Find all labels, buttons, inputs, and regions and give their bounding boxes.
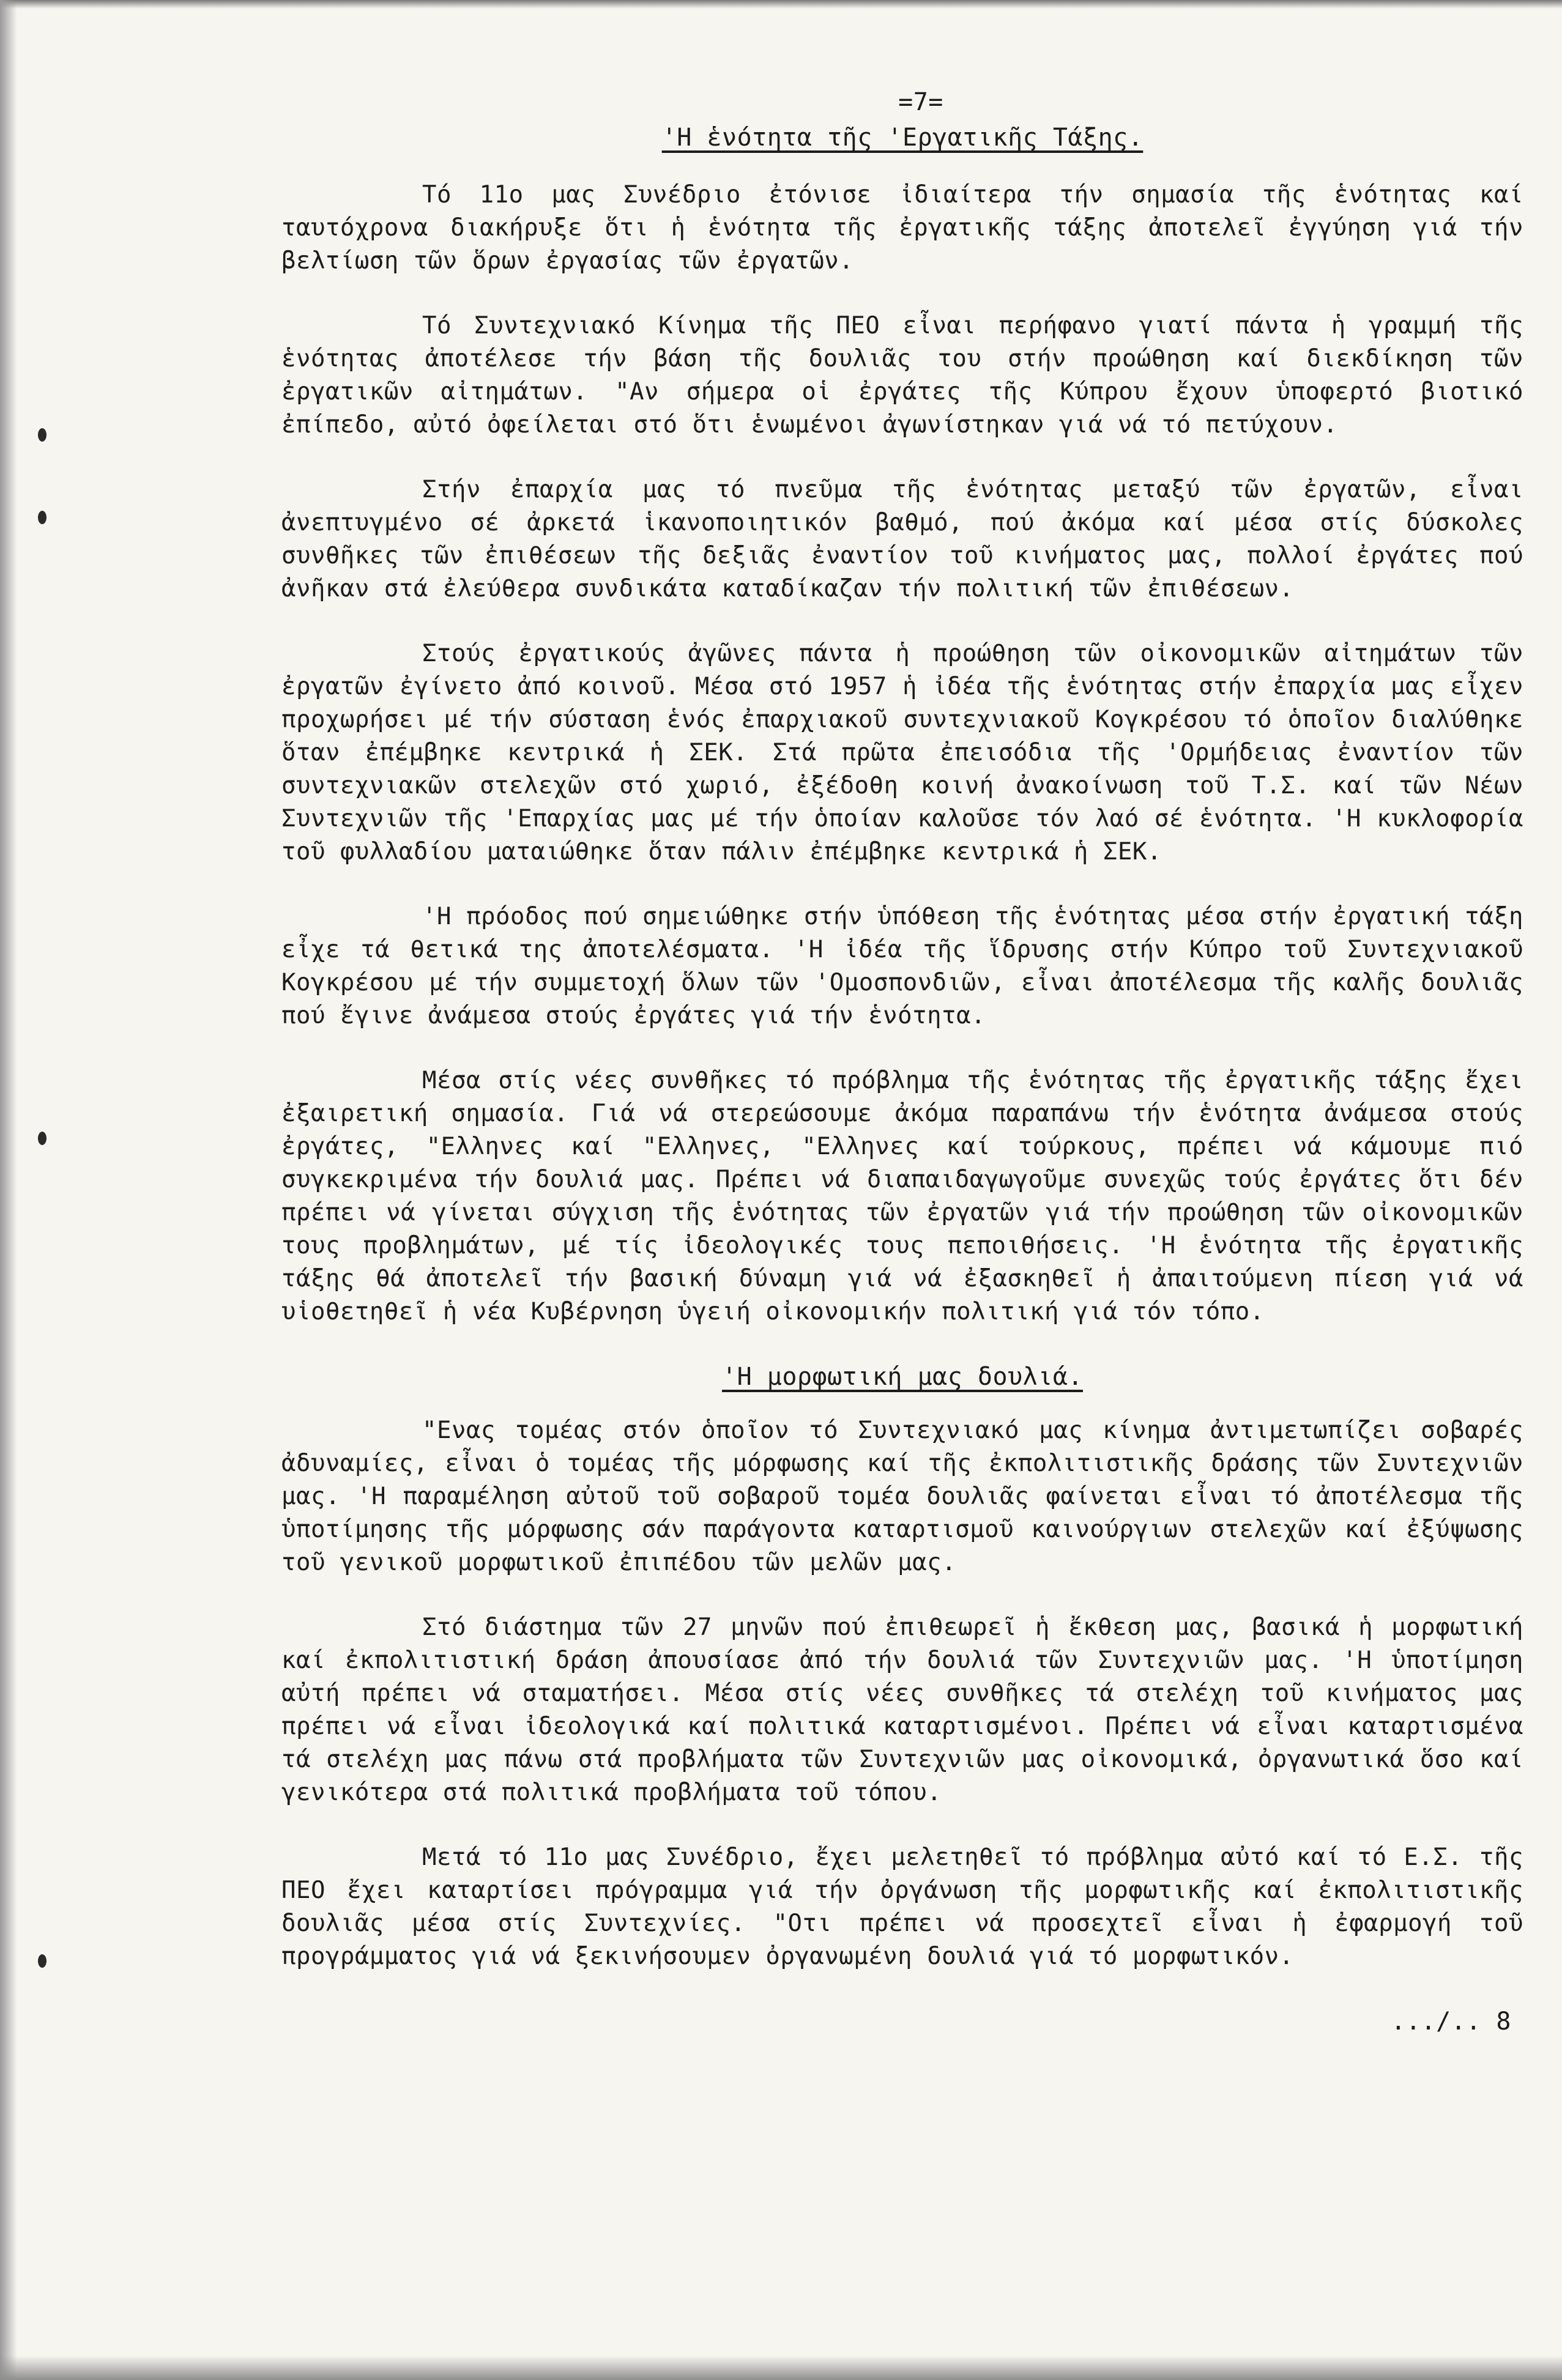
paragraph: Τό Συντεχνιακό Κίνημα τῆς ΠΕΟ εἶναι περήφανο γιατί πάντα ἡ γραμμή τῆς ἑνότητας ἀποτέλεσε τήν βάση τῆς δουλιᾶς του στήν προώθηση καί διεκδίκηση τῶν ἐργατικῶν αἰτημάτων. "Αν σήμερα οἱ ἐργάτες τῆς Κύπρου ἔχουν ὑποφερτό βιοτικό ἐπίπεδο, αὐτό ὀφείλεται στό ὅτι ἑνωμένοι ἀγωνίστηκαν γιά νά τό πετύχουν. bbox=[281, 312, 1523, 439]
scan-edge-bottom bbox=[0, 2356, 1562, 2380]
punch-hole-mark bbox=[38, 428, 46, 442]
paragraph: Μέσα στίς νέες συνθῆκες τό πρόβλημα τῆς ἑνότητας τῆς ἐργατικῆς τάξης ἔχει ἐξαιρετική σημασία. Γιά νά στερεώσουμε ἀκόμα παραπάνω τήν ἑνότητα ἀνάμεσα στούς ἐργάτες, "Ελληνες καί "Ελληνες, "Ελληνες καί τούρκους, πρέπει νά κάμουμε πιό συγκεκριμένα τήν δουλιά μας. Πρέπει νά διαπαιδαγωγοῦμε συνεχῶς τούς ἐργάτες ὅτι δέν πρέπει νά γίνεται σύγχιση τῆς ἑνότητας τῶν ἐργατῶν γιά τήν προώθηση τῶν οἰκονομικῶν τους προβλημάτων, μέ τίς ἰδεολογικές τους πεποιθήσεις. 'Η ἑνότητα τῆς ἐργατικῆς τάξης θά ἀποτελεῖ τήν βασική δύναμη γιά νά ἐξασκηθεῖ ἡ ἀπαιτούμενη πίεση γιά νά υἱοθετηθεῖ ἡ νέα Κυβέρνηση ὑγειή οἰκονομικήν πολιτική γιά τόν τόπο. bbox=[281, 1067, 1523, 1325]
paragraph: 'Η πρόοδος πού σημειώθηκε στήν ὑπόθεση τῆς ἑνότητας μέσα στήν ἐργατική τάξη εἶχε τά θετικά της ἀποτελέσματα. 'Η ἰδέα τῆς ἵδρυσης στήν Κύπρο τοῦ Συντεχνιακοῦ Κογκρέσου μέ τήν συμμετοχή ὅλων τῶν 'Ομοσπονδιῶν, εἶναι ἀποτέλεσμα τῆς καλῆς δουλιᾶς πού ἔγινε ἀνάμεσα στούς ἐργάτες γιά τήν ἑνότητα. bbox=[281, 903, 1523, 1029]
paragraph: Στήν ἐπαρχία μας τό πνεῦμα τῆς ἑνότητας μεταξύ τῶν ἐργατῶν, εἶναι ἀνεπτυγμένο σέ ἀρκετά ἱκανοποιητικόν βαθμό, πού ἀκόμα καί μέσα στίς δύσκολες συνθῆκες τῶν ἐπιθέσεων τῆς δεξιᾶς ἐναντίον τοῦ κινήματος μας, πολλοί ἐργάτες πού ἀνῆκαν στά ἐλεύθερα συνδικάτα καταδίκαζαν τήν πολιτική τῶν ἐπιθέσεων. bbox=[281, 476, 1523, 602]
scan-edge-left bbox=[0, 0, 17, 2380]
paragraph: Τό 11ο μας Συνέδριο ἐτόνισε ἰδιαίτερα τήν σημασία τῆς ἑνότητας καί ταυτόχρονα διακήρυξε ὅτι ἡ ἑνότητα τῆς ἐργατικῆς τάξης ἀποτελεῖ ἐγγύηση γιά τήν βελτίωση τῶν ὅρων ἐργασίας τῶν ἐργατῶν. bbox=[281, 181, 1523, 275]
punch-hole-mark bbox=[38, 1132, 46, 1145]
document-body bbox=[281, 86, 1523, 2038]
paragraph: Στούς ἐργατικούς ἀγῶνες πάντα ἡ προώθηση τῶν οἰκονομικῶν αἰτημάτων τῶν ἐργατῶν ἐγίνετο ἀπό κοινοῦ. Μέσα στό 1957 ἡ ἰδέα τῆς ἑνότητας στήν ἐπαρχία μας εἶχεν προχωρήσει μέ τήν σύσταση ἑνός ἐπαρχιακοῦ συντεχνιακοῦ Κογκρέσου τό ὁποῖον διαλύθηκε ὅταν ἐπέμβηκε κεντρικά ἡ ΣΕΚ. Στά πρῶτα ἐπεισόδια τῆς 'Ορμήδειας ἐναντίον τῶν συντεχνιακῶν στελεχῶν στό χωριό, ἐξέδοθη κοινή ἀνακοίνωση τοῦ Τ.Σ. καί τῶν Νέων Συντεχνιῶν τῆς 'Επαρχίας μας μέ τήν ὁποίαν καλοῦσε τόν λαό σέ ἑνότητα. 'Η κυκλοφορία τοῦ φυλλαδίου ματαιώθηκε ὅταν πάλιν ἐπέμβηκε κεντρικά ἡ ΣΕΚ. bbox=[281, 640, 1523, 866]
page-number: =7= bbox=[898, 88, 943, 116]
section-heading-education: 'Η μορφωτική μας δουλιά. bbox=[722, 1363, 1083, 1391]
section-heading-unity: 'Η ἑνότητα τῆς 'Εργατικῆς Τάξης. bbox=[661, 124, 1144, 152]
paragraph: Μετά τό 11ο μας Συνέδριο, ἔχει μελετηθεῖ τό πρόβλημα αὐτό καί τό Ε.Σ. τῆς ΠΕΟ ἔχει καταρτίσει πρόγραμμα γιά τήν ὀργάνωση τῆς μορφωτικῆς καί ἐκπολιτιστικῆς δουλιᾶς μέσα στίς Συντεχνίες. "Οτι πρέπει νά προσεχτεῖ εἶναι ἡ ἐφαρμογή τοῦ προγράμματος γιά νά ξεκινήσουμεν ὀργανωμένη δουλιά γιά τό μορφωτικόν. bbox=[281, 1844, 1523, 1970]
continuation-marker: .../.. 8 bbox=[1391, 2007, 1511, 2036]
paragraph: Στό διάστημα τῶν 27 μηνῶν πού ἐπιθεωρεῖ ἡ ἔκθεση μας, βασικά ἡ μορφωτική καί ἐκπολιτιστική δράση ἀπουσίασε ἀπό τήν δουλιά τῶν Συντεχνιῶν μας. 'Η ὑποτίμηση αὐτή πρέπει νά σταματήσει. Μέσα στίς νέες συνθῆκες τά στελέχη τοῦ κινήματος μας πρέπει νά εἶναι ἰδεολογικά καί πολιτικά καταρτισμένοι. Πρέπει νά εἶναι καταρτισμένα τά στελέχη μας πάνω στά προβλήματα τῶν Συντεχνιῶν μας οἰκονομικά, ὀργανωτικά ὅσο καί γενικότερα στά πολιτικά προβλήματα τοῦ τόπου. bbox=[281, 1614, 1523, 1806]
paragraph: "Ενας τομέας στόν ὁποῖον τό Συντεχνιακό μας κίνημα ἀντιμετωπίζει σοβαρές ἀδυναμίες, εἶναι ὁ τομέας τῆς μόρφωσης καί τῆς ἐκπολιτιστικῆς δράσης τῶν Συντεχνιῶν μας. 'Η παραμέληση αὐτοῦ τοῦ σοβαροῦ τομέα δουλιᾶς φαίνεται εἶναι τό ἀποτέλεσμα τῆς ὑποτίμησης τῆς μόρφωσης σάν παράγοντα καταρτισμοῦ καινούργιων στελεχῶν καί ἐξύψωσης τοῦ γενικοῦ μορφωτικοῦ ἐπιπέδου τῶν μελῶν μας. bbox=[281, 1417, 1523, 1576]
scan-edge-top bbox=[0, 0, 1562, 9]
punch-hole-mark bbox=[38, 511, 46, 524]
punch-hole-mark bbox=[38, 1954, 46, 1968]
